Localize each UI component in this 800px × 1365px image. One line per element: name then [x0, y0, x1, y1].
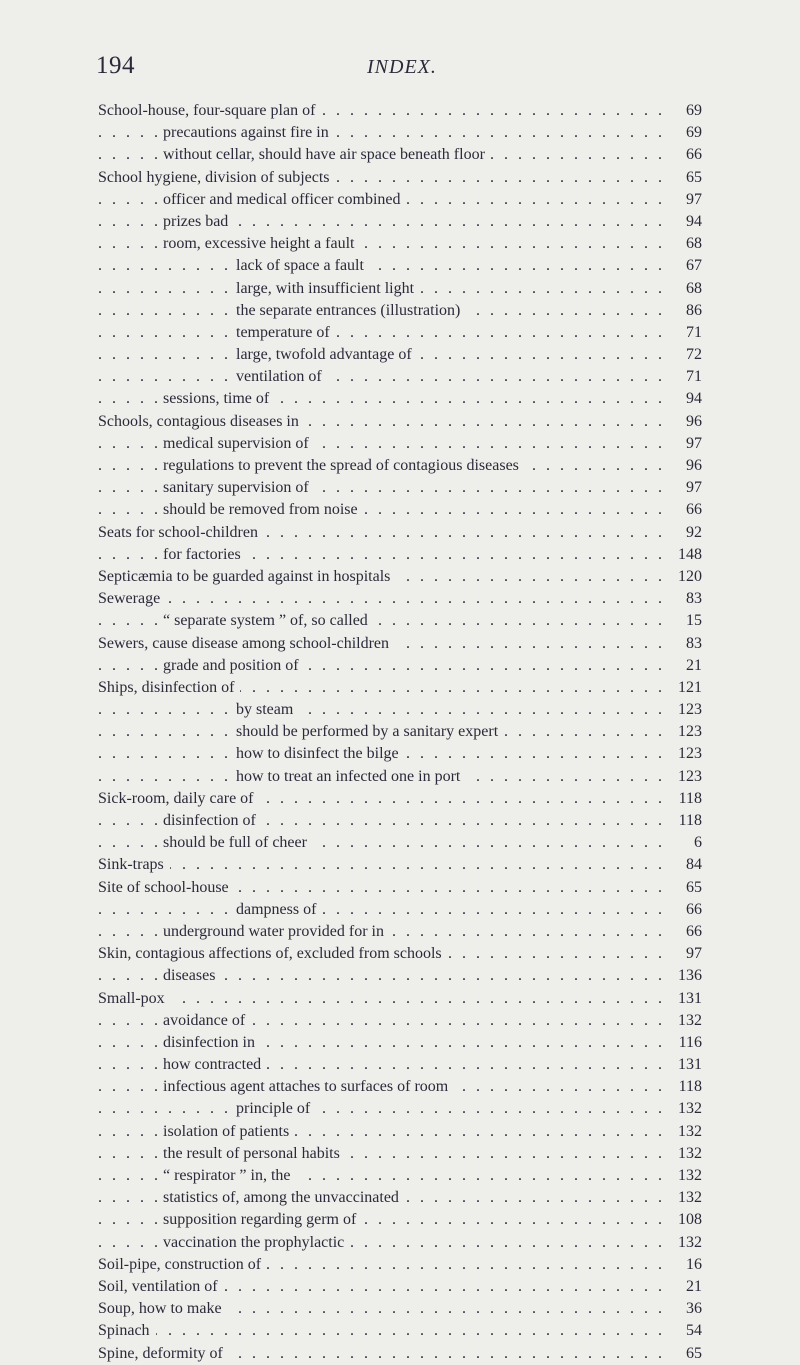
index-entry [0, 100, 800, 122]
index-page-number: 132 [668, 1098, 702, 1120]
index-term: the result of personal habits [163, 1143, 346, 1165]
index-page-number: 83 [668, 633, 702, 655]
index-term: grade and position of [163, 655, 305, 677]
index-entry [0, 1298, 800, 1320]
index-page-number: 118 [668, 1076, 702, 1098]
page-header [0, 52, 800, 82]
index-term: should be performed by a sanitary expert [236, 721, 504, 743]
index-term: School hygiene, division of subjects [98, 167, 336, 189]
index-term: Spinach [98, 1320, 156, 1342]
dot-leader [98, 1098, 702, 1120]
index-term: disinfection of [163, 810, 262, 832]
index-page-number: 132 [668, 1187, 702, 1209]
index-page-number: 121 [668, 677, 702, 699]
index-entry [0, 1098, 800, 1120]
index-entry [0, 278, 800, 300]
index-entry [0, 988, 800, 1010]
dot-leader [98, 854, 702, 876]
index-term: Schools, contagious diseases in [98, 411, 305, 433]
index-term: temperature of [236, 322, 336, 344]
index-page-number: 6 [668, 832, 702, 854]
index-entry [0, 943, 800, 965]
index-term: Soup, how to make [98, 1298, 228, 1320]
index-entry [0, 1121, 800, 1143]
index-page-number: 123 [668, 699, 702, 721]
index-term: how contracted [163, 1054, 267, 1076]
index-page-number: 66 [668, 899, 702, 921]
index-entry [0, 788, 800, 810]
index-term: precautions against fire in [163, 122, 335, 144]
dot-leader [98, 255, 702, 277]
index-term: Small-pox [98, 988, 171, 1010]
index-term: Sewerage [98, 588, 166, 610]
index-entry [0, 633, 800, 655]
index-entry [0, 743, 800, 765]
index-entry [0, 366, 800, 388]
index-entry [0, 721, 800, 743]
index-entry [0, 588, 800, 610]
index-page-number: 132 [668, 1121, 702, 1143]
index-page-number: 131 [668, 1054, 702, 1076]
index-term: for factories [163, 544, 247, 566]
index-page-number: 68 [668, 233, 702, 255]
index-page-number: 66 [668, 499, 702, 521]
index-page-number: 132 [668, 1143, 702, 1165]
index-page-number: 123 [668, 743, 702, 765]
index-entry [0, 832, 800, 854]
index-page-number: 123 [668, 766, 702, 788]
dot-leader [98, 322, 702, 344]
index-entry [0, 1232, 800, 1254]
index-page-number: 65 [668, 167, 702, 189]
index-term: vaccination the prophylactic [163, 1232, 350, 1254]
index-entry [0, 144, 800, 166]
index-page-number: 132 [668, 1232, 702, 1254]
index-term: “ separate system ” of, so called [163, 610, 374, 632]
index-term: should be removed from noise [163, 499, 364, 521]
index-entry [0, 255, 800, 277]
index-entry [0, 854, 800, 876]
index-page-number: 96 [668, 411, 702, 433]
index-page-number: 120 [668, 566, 702, 588]
index-entry [0, 810, 800, 832]
index-entry [0, 1054, 800, 1076]
index-entry [0, 1010, 800, 1032]
index-page-number: 92 [668, 522, 702, 544]
index-term: Ships, disinfection of [98, 677, 240, 699]
index-term: supposition regarding germ of [163, 1209, 362, 1231]
index-entry [0, 300, 800, 322]
index-page-number: 36 [668, 1298, 702, 1320]
index-term: without cellar, should have air space beneath floor [163, 144, 491, 166]
index-term: large, with insufficient light [236, 278, 420, 300]
index-entry [0, 1276, 800, 1298]
index-term: diseases [163, 965, 221, 987]
index-term: Sewers, cause disease among school-children [98, 633, 395, 655]
running-head: INDEX. [367, 56, 437, 78]
index-entry [0, 433, 800, 455]
index-page-number: 97 [668, 943, 702, 965]
dot-leader [98, 1320, 702, 1342]
index-entry [0, 167, 800, 189]
page-number: 194 [96, 52, 135, 79]
index-term: should be full of cheer [163, 832, 313, 854]
index-entry [0, 322, 800, 344]
index-entry [0, 233, 800, 255]
index-page-number: 96 [668, 455, 702, 477]
index-entry [0, 1165, 800, 1187]
index-page-number: 97 [668, 477, 702, 499]
index-entry [0, 1343, 800, 1365]
index-page-number: 72 [668, 344, 702, 366]
index-term: avoidance of [163, 1010, 251, 1032]
index-term: Soil, ventilation of [98, 1276, 224, 1298]
index-entry [0, 1076, 800, 1098]
index-entry [0, 1143, 800, 1165]
index-entry [0, 1320, 800, 1342]
index-term: Spine, deformity of [98, 1343, 229, 1365]
index-page-number: 118 [668, 788, 702, 810]
index-page-number: 21 [668, 655, 702, 677]
index-page-number: 71 [668, 322, 702, 344]
index-entry [0, 122, 800, 144]
index-page-number: 148 [668, 544, 702, 566]
index-entry [0, 699, 800, 721]
index-entry [0, 1209, 800, 1231]
index-term: Sick-room, daily care of [98, 788, 260, 810]
index-page-number: 16 [668, 1254, 702, 1276]
index-page-number: 132 [668, 1165, 702, 1187]
index-term: medical supervision of [163, 433, 315, 455]
index-page-number: 66 [668, 144, 702, 166]
index-entry [0, 544, 800, 566]
index-entries [0, 100, 800, 1365]
index-page-number: 116 [668, 1032, 702, 1054]
index-entry [0, 1187, 800, 1209]
index-term: large, twofold advantage of [236, 344, 418, 366]
index-term: statistics of, among the unvaccinated [163, 1187, 405, 1209]
index-entry [0, 344, 800, 366]
index-term: regulations to prevent the spread of contagious diseases [163, 455, 525, 477]
index-page-number: 54 [668, 1320, 702, 1342]
index-page-number: 66 [668, 921, 702, 943]
index-page-number: 65 [668, 1343, 702, 1365]
index-term: isolation of patients [163, 1121, 295, 1143]
index-page-number: 71 [668, 366, 702, 388]
index-page-number: 83 [668, 588, 702, 610]
index-page-number: 84 [668, 854, 702, 876]
index-entry [0, 499, 800, 521]
index-term: officer and medical officer combined [163, 189, 407, 211]
index-entry [0, 211, 800, 233]
index-page-number: 123 [668, 721, 702, 743]
index-page-number: 65 [668, 877, 702, 899]
index-entry [0, 189, 800, 211]
index-page-number: 132 [668, 1010, 702, 1032]
index-page-number: 21 [668, 1276, 702, 1298]
index-entry [0, 1032, 800, 1054]
index-page-number: 131 [668, 988, 702, 1010]
index-entry [0, 766, 800, 788]
dot-leader [98, 988, 702, 1010]
index-term: how to disinfect the bilge [236, 743, 405, 765]
index-page-number: 97 [668, 189, 702, 211]
dot-leader [98, 899, 702, 921]
index-page-number: 118 [668, 810, 702, 832]
index-term: Seats for school-children [98, 522, 264, 544]
index-term: lack of space a fault [236, 255, 370, 277]
index-page-number: 86 [668, 300, 702, 322]
index-page-number: 94 [668, 211, 702, 233]
index-term: principle of [236, 1098, 316, 1120]
index-term: Sink-traps [98, 854, 170, 876]
index-page-number: 15 [668, 610, 702, 632]
index-term: by steam [236, 699, 299, 721]
index-entry [0, 655, 800, 677]
index-term: Skin, contagious affections of, excluded from schools [98, 943, 448, 965]
index-term: the separate entrances (illustration) [236, 300, 466, 322]
index-entry [0, 1254, 800, 1276]
index-term: Septicæmia to be guarded against in hospitals [98, 566, 396, 588]
dot-leader [98, 699, 702, 721]
index-entry [0, 965, 800, 987]
index-entry [0, 566, 800, 588]
index-entry [0, 677, 800, 699]
index-entry [0, 477, 800, 499]
index-entry [0, 921, 800, 943]
index-entry [0, 522, 800, 544]
index-page-number: 67 [668, 255, 702, 277]
index-term: Soil-pipe, construction of [98, 1254, 267, 1276]
index-term: infectious agent attaches to surfaces of room [163, 1076, 454, 1098]
index-page-number: 97 [668, 433, 702, 455]
index-term: School-house, four-square plan of [98, 100, 321, 122]
index-entry [0, 899, 800, 921]
index-term: ventilation of [236, 366, 328, 388]
index-term: “ respirator ” in, the [163, 1165, 297, 1187]
index-entry [0, 388, 800, 410]
index-entry [0, 411, 800, 433]
index-page-number: 68 [668, 278, 702, 300]
index-term: room, excessive height a fault [163, 233, 361, 255]
index-term: how to treat an infected one in port [236, 766, 466, 788]
index-term: underground water provided for in [163, 921, 390, 943]
index-entry [0, 877, 800, 899]
index-term: dampness of [236, 899, 322, 921]
index-term: sessions, time of [163, 388, 275, 410]
index-page-number: 136 [668, 965, 702, 987]
index-entry [0, 610, 800, 632]
index-entry [0, 455, 800, 477]
index-page-number: 69 [668, 122, 702, 144]
index-term: disinfection in [163, 1032, 261, 1054]
index-term: sanitary supervision of [163, 477, 315, 499]
index-term: prizes bad [163, 211, 234, 233]
index-term: Site of school-house [98, 877, 235, 899]
index-page-number: 108 [668, 1209, 702, 1231]
dot-leader [98, 366, 702, 388]
index-page-number: 94 [668, 388, 702, 410]
index-page-number: 69 [668, 100, 702, 122]
dot-leader [98, 588, 702, 610]
